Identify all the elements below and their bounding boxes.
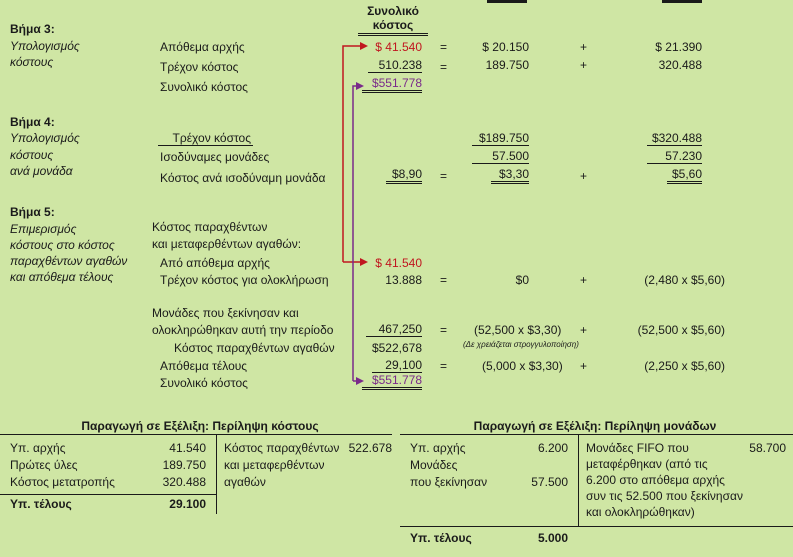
step4-equals: = [440, 169, 448, 183]
purple-arrow [353, 86, 358, 381]
cost-summary-row2-value: 189.750 [162, 458, 206, 472]
step5-plus-2: + [580, 323, 588, 337]
step5-note: (Δε χρειάζεται στρογγυλοποίηση) [463, 340, 579, 349]
purple-arrow-path [353, 86, 358, 381]
cost-summary-ending-value: 29.100 [169, 497, 206, 511]
col-header-bar-2 [662, 0, 702, 3]
step5-label-ending: Απόθεμα τέλους [160, 359, 248, 373]
cost-summary-ending-rule [0, 494, 216, 495]
step5-label-beginning: Από απόθεμα αρχής [160, 256, 270, 270]
step5-desc-3: παραχθέντων αγαθών [10, 254, 128, 268]
step3-col2-current: 320.488 [658, 58, 702, 72]
unit-summary-ending-value: 5.000 [537, 531, 568, 545]
step4-col1-equiv: 57.500 [472, 149, 529, 164]
step4-desc-3: ανά μονάδα [10, 164, 73, 178]
step5-total-cogm: $522,678 [371, 341, 422, 355]
total-cost-header [358, 4, 428, 36]
step5-equals-1: = [440, 273, 448, 287]
unit-summary-right-label-2: μεταφέρθηκαν (από τις [586, 457, 708, 471]
unit-summary-row3-value: 57.500 [531, 475, 568, 489]
step5-desc-1: Επιμερισμός [10, 222, 77, 236]
cost-summary-right-label-2: και μεταφερθέντων [224, 458, 325, 472]
unit-summary-ending-label: Υπ. τέλους [410, 531, 472, 545]
unit-summary-row3-label: που ξεκίνησαν [410, 475, 488, 489]
step3-plus-1: + [580, 40, 588, 54]
unit-summary-title: Παραγωγή σε Εξέλιξη: Περίληψη μονάδων [473, 419, 717, 433]
cost-summary-row1-label: Υπ. αρχής [10, 441, 66, 455]
unit-summary-divider [578, 434, 579, 526]
step3-label-total: Συνολικό κόστος [160, 80, 248, 94]
red-arrow [343, 46, 362, 262]
unit-summary-row1-label: Υπ. αρχής [410, 441, 466, 455]
red-arrow-path-top [343, 46, 362, 262]
unit-summary-right-label-1: Μονάδες FIFO που [586, 441, 689, 455]
cost-summary-divider [216, 434, 217, 514]
step5-total-current: 13.888 [385, 273, 422, 287]
step5-desc-2: κόστους στο κόστος [10, 238, 115, 252]
total-cost-header-line1: Συνολικό [367, 4, 419, 18]
step4-desc-2: κόστους [10, 148, 54, 162]
step5-total-beginning: $ 41.540 [375, 256, 422, 270]
total-cost-header-line2: κόστος [358, 18, 428, 36]
step3-label-current: Τρέχον κόστος [160, 60, 239, 74]
step3-col2-beginning: $ 21.390 [655, 40, 702, 54]
step3-total-total: $551.778 [362, 76, 422, 93]
step5-col1-ending: (5,000 x $3,30) [482, 359, 563, 373]
cost-summary-right-value: 522.678 [348, 441, 392, 455]
step4-total-unit: $8,90 [386, 167, 422, 184]
step4-desc-1: Υπολογισμός [10, 131, 80, 145]
step5-transferred-header-2: και μεταφερθέντων αγαθών: [152, 237, 302, 251]
step5-label-started-2: ολοκληρώθηκαν αυτή την περίοδο [152, 323, 334, 337]
step3-equals-2: = [440, 60, 448, 74]
unit-summary-top-rule [400, 434, 793, 435]
step5-label-total: Συνολικό κόστος [160, 376, 248, 390]
step4-label-current [158, 131, 253, 146]
step5-plus-3: + [580, 359, 588, 373]
step3-label-beginning: Απόθεμα αρχής [160, 40, 245, 54]
step5-title: Βήμα 5: [10, 205, 55, 219]
cost-summary-top-rule [0, 434, 392, 435]
step5-col2-ending: (2,250 x $5,60) [644, 359, 725, 373]
unit-summary-row2-label: Μονάδες [410, 458, 458, 472]
unit-summary-row1-value: 6.200 [537, 441, 568, 455]
step4-title: Βήμα 4: [10, 115, 55, 129]
step5-transferred-header-1: Κόστος παραχθέντων [152, 220, 268, 234]
cost-summary-row3-label: Κόστος μετατροπής [10, 475, 115, 489]
step3-col1-current: 189.750 [485, 58, 529, 72]
step4-col2-equiv: 57.230 [647, 149, 702, 164]
step4-col2-current: $320.488 [647, 131, 702, 146]
cost-summary-ending-label: Υπ. τέλους [10, 497, 72, 511]
step3-total-beginning: $ 41.540 [375, 40, 422, 54]
step5-total-ending: 29,100 [372, 358, 422, 373]
step5-equals-2: = [440, 323, 448, 337]
step5-label-started-1: Μονάδες που ξεκίνησαν και [152, 306, 299, 320]
unit-summary-ending-rule [400, 526, 793, 527]
step3-col1-beginning: $ 20.150 [482, 40, 529, 54]
step5-label-cogm: Κόστος παραχθέντων αγαθών [174, 341, 335, 355]
cost-summary-row1-value: 41.540 [169, 441, 206, 455]
step4-plus: + [580, 169, 588, 183]
step5-label-current: Τρέχον κόστος για ολοκλήρωση [160, 273, 329, 287]
unit-summary-right-label-4: συν τις 52.500 που ξεκίνησαν [586, 489, 743, 503]
cost-summary-right-label-1: Κόστος παραχθέντων [224, 441, 340, 455]
step3-title: Βήμα 3: [10, 22, 55, 36]
cost-summary-right-label-3: αγαθών [224, 475, 266, 489]
cost-summary-title: Παραγωγή σε Εξέλιξη: Περίληψη κόστους [81, 419, 319, 433]
col-header-bar-1 [487, 0, 527, 3]
step5-plus-1: + [580, 273, 588, 287]
step3-desc-1: Υπολογισμός [10, 39, 80, 53]
unit-summary-right-label-3: 6.200 στο απόθεμα αρχής [586, 473, 725, 487]
step5-total-total: $551.778 [362, 373, 422, 390]
step3-equals-1: = [440, 40, 448, 54]
step5-col2-current: (2,480 x $5,60) [644, 273, 725, 287]
cost-summary-row3-value: 320.488 [162, 475, 206, 489]
step5-total-started: 467,250 [366, 322, 422, 337]
step3-desc-2: κόστους [10, 55, 54, 69]
step4-label-unit: Κόστος ανά ισοδύναμη μονάδα [160, 171, 326, 185]
step4-col1-current: $189.750 [472, 131, 529, 146]
step4-label-equiv: Ισοδύναμες μονάδες [160, 150, 270, 164]
step4-col1-unit: $3,30 [491, 167, 529, 184]
step4-col2-unit: $5,60 [667, 167, 702, 184]
step5-col1-started: (52,500 x $3,30) [474, 323, 562, 337]
step5-col2-started: (52,500 x $5,60) [637, 323, 725, 337]
cost-summary-row2-label: Πρώτες ύλες [10, 458, 78, 472]
step5-col1-current: $0 [515, 273, 529, 287]
unit-summary-right-label-5: και ολοκληρώθηκαν) [586, 505, 695, 519]
step3-total-current: 510.238 [368, 58, 422, 73]
step5-desc-4: και απόθεμα τέλους [10, 270, 114, 284]
step4-label-current-text: Τρέχον κόστος [172, 131, 251, 145]
step3-plus-2: + [580, 58, 588, 72]
unit-summary-right-value: 58.700 [749, 441, 786, 455]
step5-equals-3: = [440, 359, 448, 373]
